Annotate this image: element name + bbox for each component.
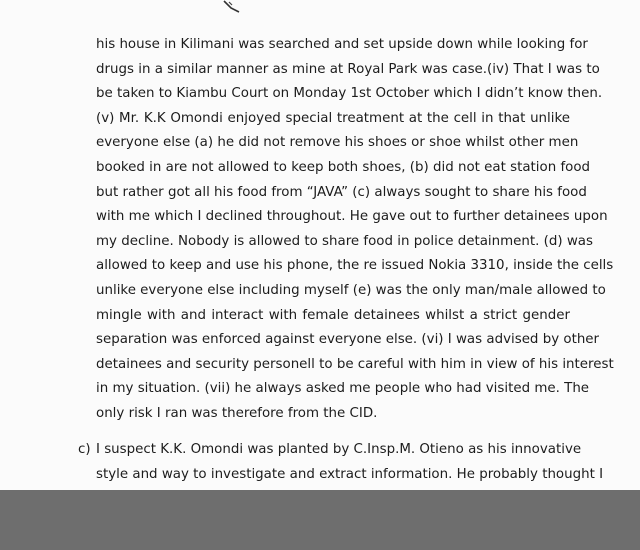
item-c-text xyxy=(96,438,604,487)
paragraph-line: be taken to Kiambu Court on Monday 1st October which I didn’t know then. xyxy=(96,86,603,102)
paragraph-line: unlike everyone else including myself (e) was the only man/male allowed to xyxy=(96,282,606,298)
pen-mark-icon xyxy=(222,0,244,14)
paragraph-line: (v) Mr. K.K Omondi enjoyed special treatment at the cell in that unlike xyxy=(96,110,570,126)
item-c-line: style and way to investigate and extract information. He probably thought I xyxy=(96,466,604,482)
paragraph-line: my decline. Nobody is allowed to share food in police detainment. (d) was xyxy=(96,233,593,249)
paragraph-line: drugs in a similar manner as mine at Royal Park was case.(iv) That I was to xyxy=(96,61,600,77)
paragraph-line: allowed to keep and use his phone, the re issued Nokia 3310, inside the cells xyxy=(96,258,614,274)
paragraph-line: his house in Kilimani was searched and set upside down while looking for xyxy=(96,37,588,52)
paragraph-line: only risk I ran was therefore from the CID. xyxy=(96,405,378,421)
scan-bottom-band xyxy=(0,490,640,550)
paragraph-line: with me which I declined throughout. He gave out to further detainees upon xyxy=(96,209,608,225)
statement-paragraph xyxy=(96,33,614,427)
paragraph-line: mingle with and interact with female detainees whilst a strict gender xyxy=(96,307,570,323)
item-c-label: c) xyxy=(78,442,91,457)
paragraph-line: separation was enforced against everyone else. (vi) I was advised by other xyxy=(96,332,600,348)
paragraph-line: booked in are not allowed to keep both shoes, (b) did not eat station food xyxy=(96,159,591,175)
paragraph-line: in my situation. (vii) he always asked me people who had visited me. The xyxy=(96,381,590,397)
item-c-line: I suspect K.K. Omondi was planted by C.Insp.M. Otieno as his innovative xyxy=(96,442,582,457)
paragraph-line: everyone else (a) he did not remove his shoes or shoe whilst other men xyxy=(96,135,579,151)
paragraph-line: but rather got all his food from “JAVA” (c) always sought to share his food xyxy=(96,184,587,200)
paragraph-line: detainees and security personell to be careful with him in view of his interest xyxy=(96,356,614,372)
